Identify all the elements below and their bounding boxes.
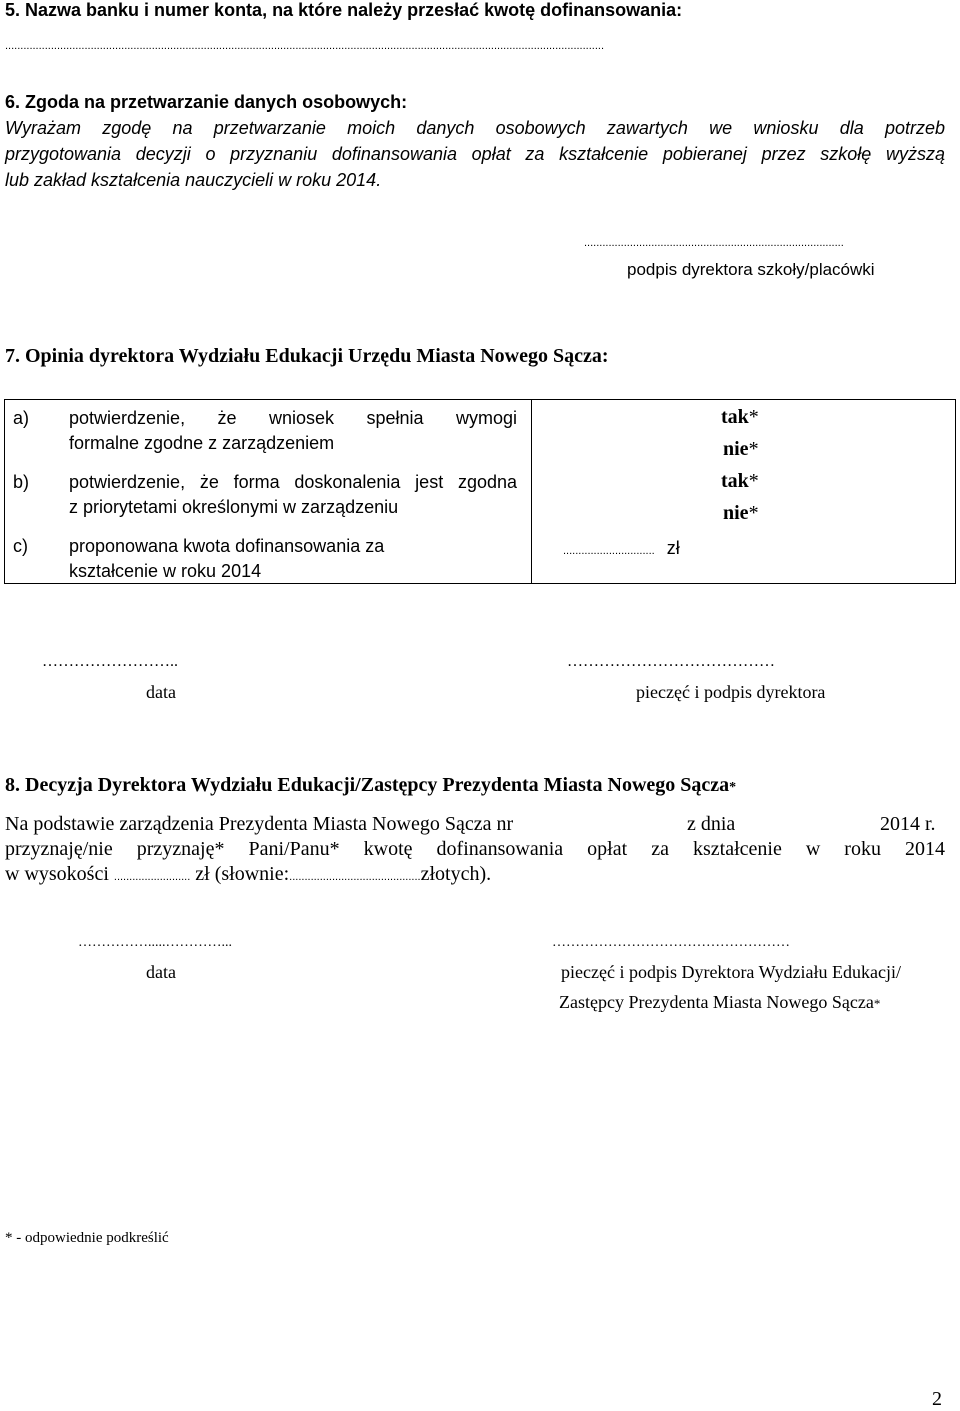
row-b-nie-star: * (748, 502, 759, 524)
decision-line-1a: Na podstawie zarządzenia Prezydenta Miasta Nowego Sącza nr (5, 813, 514, 835)
row-b-option-tak[interactable] (721, 470, 759, 493)
s7-date-label: data (146, 682, 176, 702)
row-a-nie-star: * (748, 438, 759, 460)
row-c-label: c) (13, 536, 28, 556)
s8-stamp-label-2 (559, 992, 880, 1013)
s7-stamp-label: pieczęć i podpis dyrektora (636, 682, 826, 702)
decision-amount-label: w wysokości (5, 863, 109, 885)
section-6-heading: 6. Zgoda na przetwarzanie danych osobowych: (5, 92, 408, 112)
s7-date-field: …………………….. (42, 653, 178, 670)
section-8-heading (5, 774, 736, 797)
decision-line-1c: 2014 r. (880, 813, 936, 835)
row-b-option-nie[interactable] (723, 502, 759, 525)
section-8-heading-text: 8. Decyzja Dyrektora Wydziału Edukacji/Zastępcy Prezydenta Miasta Nowego Sącza (5, 774, 730, 796)
amount-field[interactable] (563, 538, 680, 560)
decision-line-3 (5, 863, 491, 886)
bank-account-field: .................................................................................................................................................................................................... (5, 40, 605, 52)
decision-amount-field: ......................... (113, 871, 191, 883)
row-b-label: b) (13, 472, 30, 492)
director-signature-field: ..................................................................................... (584, 237, 844, 249)
section-7-heading (5, 345, 609, 368)
table-divider (531, 400, 532, 583)
row-a-text-2: formalne zgodne z zarządzeniem (69, 433, 335, 453)
row-a-text-1: potwierdzenie, że wniosek spełnia wymogi (69, 408, 517, 428)
section-8-heading-star: * (729, 780, 737, 795)
s8-stamp-label-1: pieczęć i podpis Dyrektora Wydziału Edukacji/ (561, 962, 901, 982)
director-signature-label: podpis dyrektora szkoły/placówki (627, 260, 875, 279)
decision-line-2: przyznaję/nie przyznaję* Pani/Panu* kwotę dofinansowania opłat za kształcenie w roku 2014 (5, 838, 945, 860)
decision-currency-label: złotych). (420, 863, 492, 885)
consent-line-3: lub zakład kształcenia nauczycieli w roku 2014. (5, 170, 382, 190)
section-5-heading: 5. Nazwa banku i numer konta, na które należy przesłać kwotę dofinansowania: (5, 0, 683, 20)
row-a-option-tak[interactable] (721, 406, 759, 429)
row-a-option-nie[interactable] (723, 438, 759, 461)
row-b-text-2: z priorytetami określonymi w zarządzeniu (69, 497, 399, 517)
section-7-heading-text: 7. Opinia dyrektora Wydziału Edukacji Urzędu Miasta Nowego Sącza: (5, 345, 609, 367)
decision-line-1b: z dnia (687, 813, 736, 835)
s8-stamp-field: …………………………………………… (552, 935, 790, 950)
row-a-tak-label: tak (721, 406, 749, 428)
row-a-label: a) (13, 408, 30, 428)
s8-date-label: data (146, 962, 176, 982)
row-b-nie-label: nie (723, 502, 749, 524)
row-c-text-2: kształcenie w roku 2014 (69, 561, 262, 581)
amount-dots: .............................. (563, 545, 655, 557)
amount-unit: zł (666, 538, 680, 558)
row-b-tak-label: tak (721, 470, 749, 492)
decision-words-field: ........................................... (289, 871, 421, 883)
row-c-text-1: proponowana kwota dofinansowania za (69, 536, 385, 556)
row-a-nie-label: nie (723, 438, 749, 460)
page-number: 2 (932, 1388, 942, 1410)
s8-stamp-label-2-text: Zastępcy Prezydenta Miasta Nowego Sącza (559, 992, 874, 1012)
row-b-tak-star: * (748, 470, 759, 492)
row-b-text-1: potwierdzenie, że forma doskonalenia jest zgodna (69, 472, 517, 492)
consent-line-1: Wyrażam zgodę na przetwarzanie moich danych osobowych zawartych we wniosku dla potrzeb (5, 118, 945, 138)
row-a-tak-star: * (748, 406, 759, 428)
s8-date-field: …………….....…………... (78, 935, 232, 950)
s8-stamp-star: * (873, 996, 881, 1011)
consent-line-2: przygotowania decyzji o przyznaniu dofinansowania opłat za kształcenie pobieranej przez szkołę wyższą (5, 144, 945, 164)
s7-stamp-field: ………………………………… (567, 653, 775, 670)
decision-words-label: zł (słownie: (195, 863, 290, 885)
opinion-table (4, 399, 956, 584)
footnote: * - odpowiednie podkreślić (5, 1230, 169, 1246)
